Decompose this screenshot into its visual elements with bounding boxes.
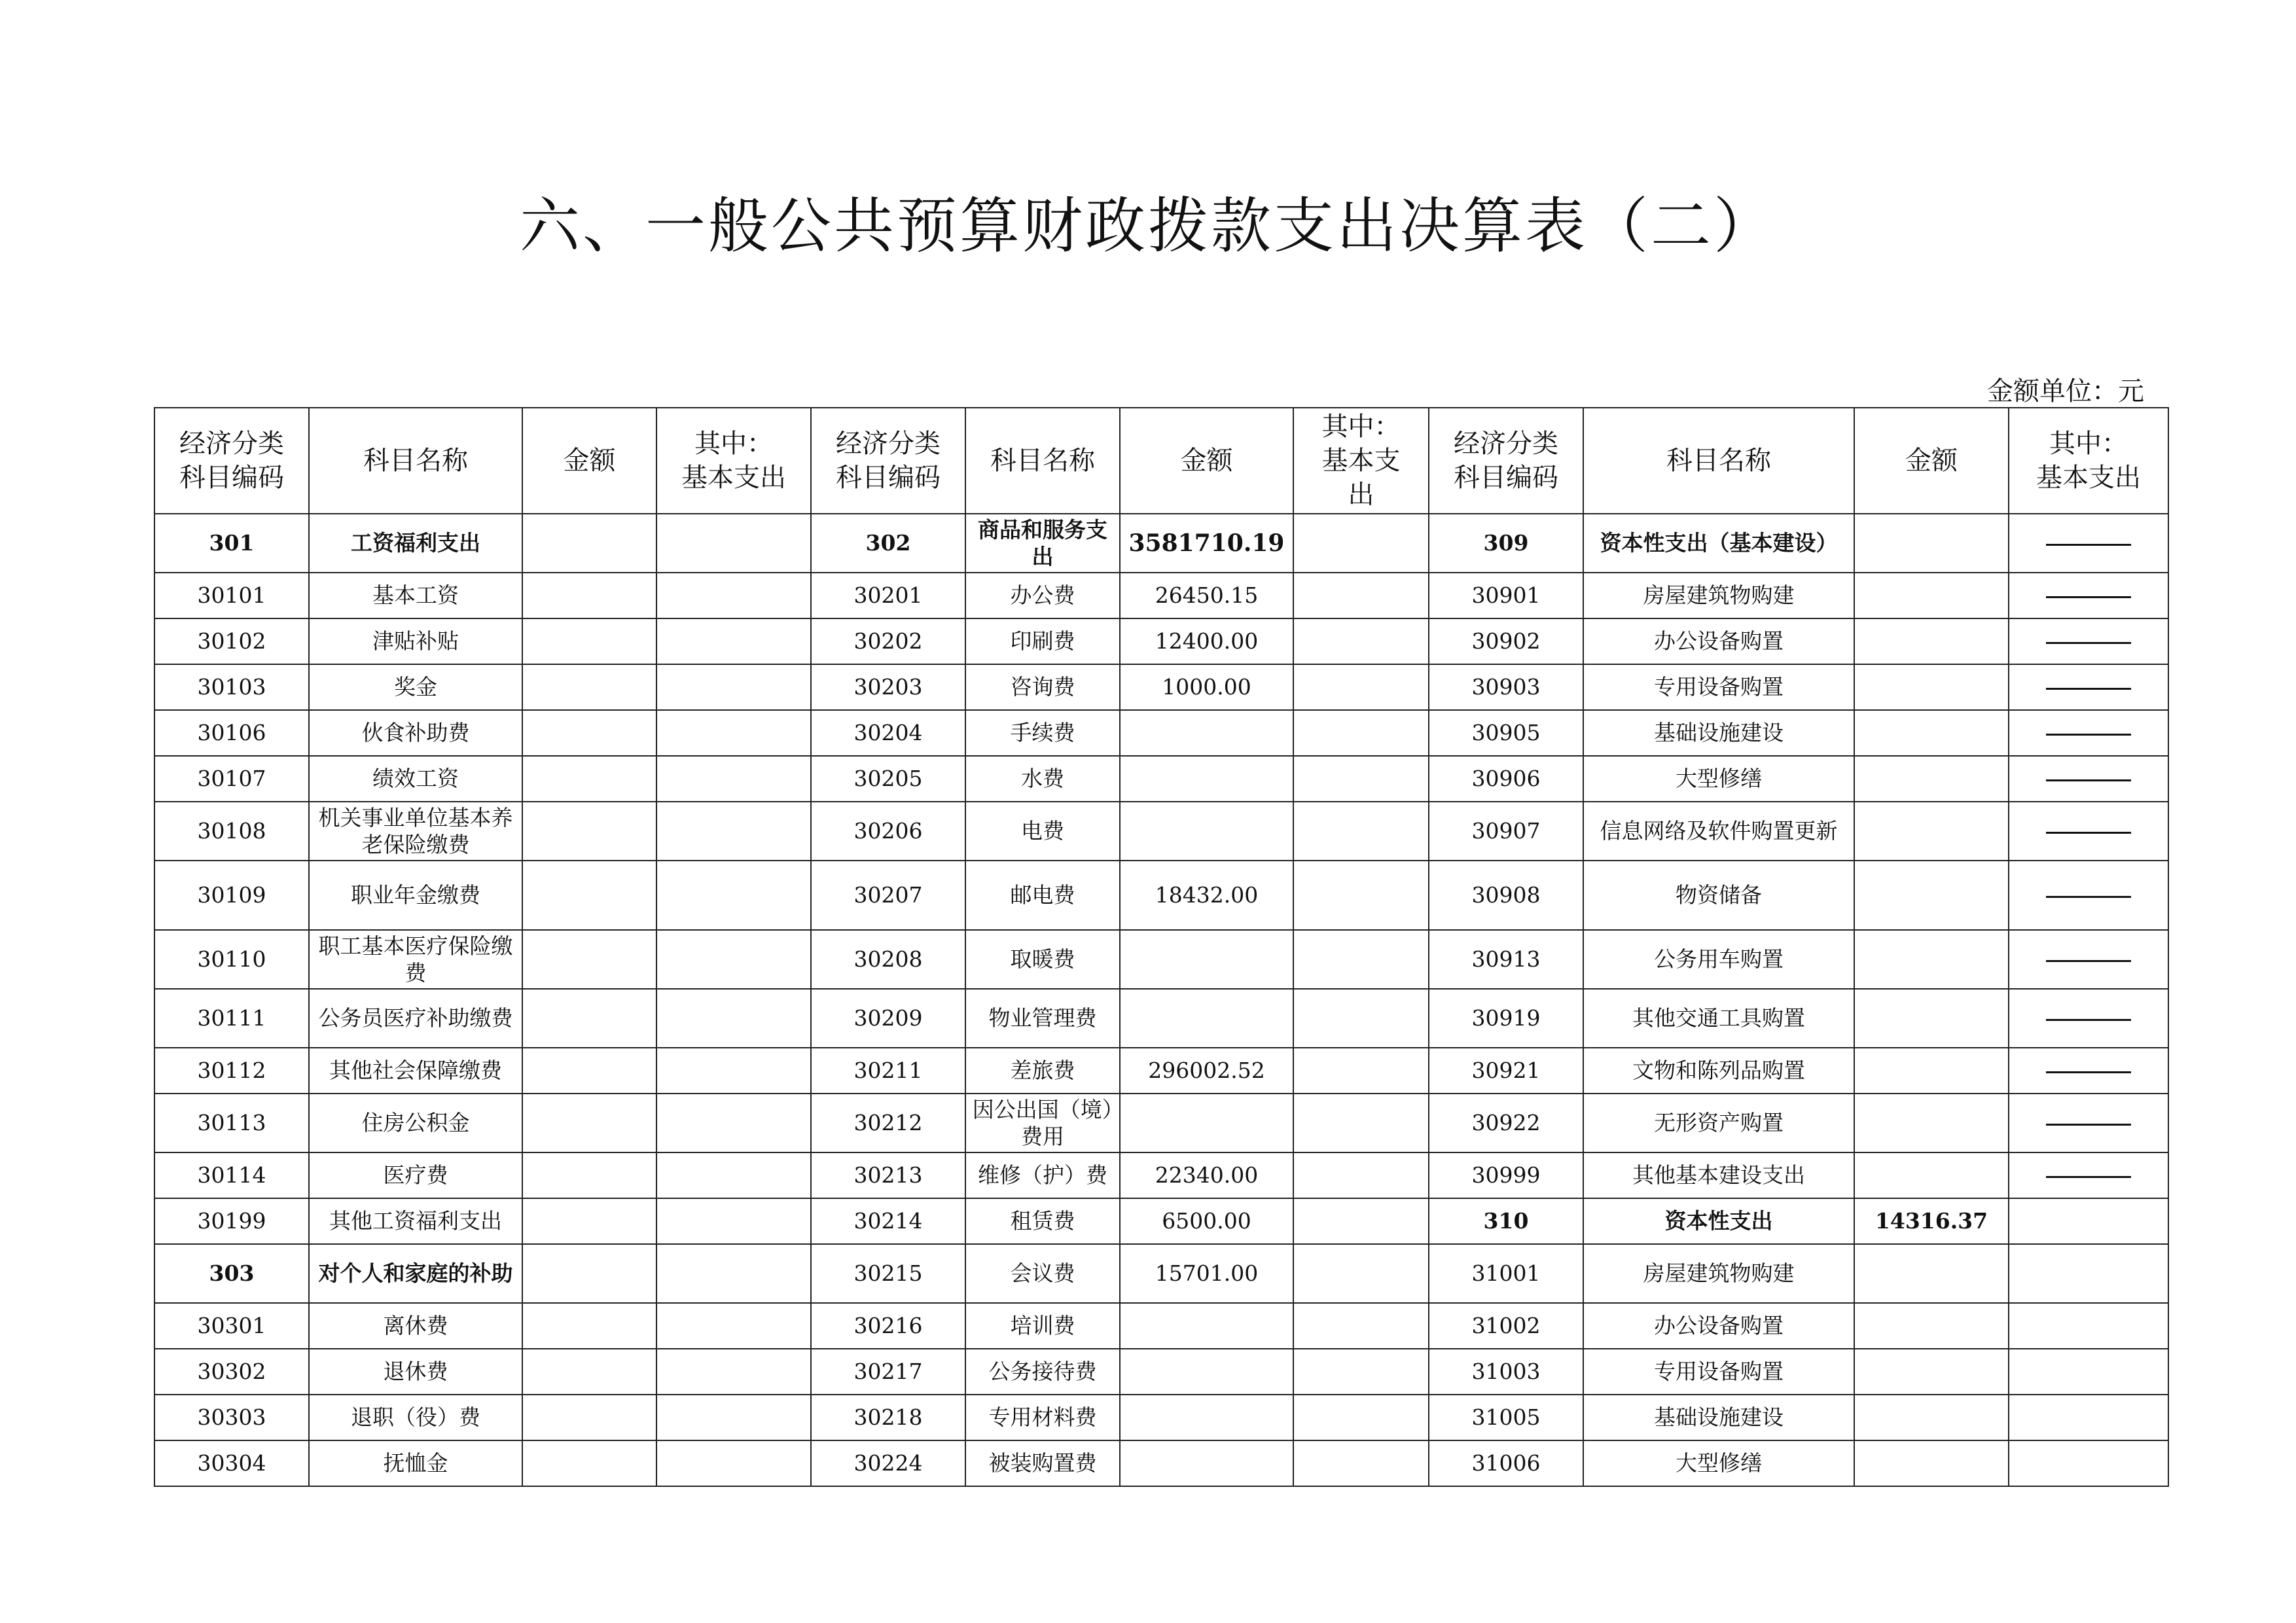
header-name: 科目名称: [1583, 408, 1854, 514]
cell-code: 30102: [154, 618, 309, 664]
cell-name: 奖金: [309, 664, 522, 710]
cell-amount: [522, 618, 656, 664]
header-basic: 其中： 基本支出: [2009, 408, 2168, 514]
cell-name: 印刷费: [965, 618, 1120, 664]
header-name: 科目名称: [309, 408, 522, 514]
header-code: 经济分类 科目编码: [1429, 408, 1583, 514]
table-row: [154, 514, 2168, 573]
cell-amount: [522, 756, 656, 802]
cell-amount: [1854, 861, 2009, 930]
cell-amount: [522, 861, 656, 930]
cell-name: 其他社会保障缴费: [309, 1048, 522, 1094]
cell-amount: [1120, 1094, 1293, 1152]
cell-name: 抚恤金: [309, 1440, 522, 1486]
table-row: [154, 710, 2168, 756]
cell-name: 无形资产购置: [1583, 1094, 1854, 1152]
cell-amount: 18432.00: [1120, 861, 1293, 930]
cell-code: 30908: [1429, 861, 1583, 930]
cell-name: 取暖费: [965, 930, 1120, 989]
cell-code: 30218: [811, 1395, 965, 1440]
table-row: [154, 1244, 2168, 1303]
cell-amount: 14316.37: [1854, 1198, 2009, 1244]
cell-basic: [1293, 710, 1429, 756]
cell-basic: [1293, 989, 1429, 1048]
cell-amount: [1120, 1349, 1293, 1395]
table-row: [154, 756, 2168, 802]
header-code: 经济分类 科目编码: [811, 408, 965, 514]
cell-code: 30109: [154, 861, 309, 930]
cell-code: 30202: [811, 618, 965, 664]
cell-name: 工资福利支出: [309, 514, 522, 573]
cell-basic: [656, 618, 811, 664]
cell-name: 信息网络及软件购置更新: [1583, 802, 1854, 861]
cell-amount: [1854, 1440, 2009, 1486]
dash-line-icon: [2046, 896, 2131, 898]
table-row: [154, 930, 2168, 989]
cell-basic: [1293, 1048, 1429, 1094]
cell-name: 其他基本建设支出: [1583, 1152, 1854, 1198]
cell-amount: [1854, 573, 2009, 618]
cell-name: 维修（护）费: [965, 1152, 1120, 1198]
cell-amount: 6500.00: [1120, 1198, 1293, 1244]
cell-basic: [2009, 573, 2168, 618]
cell-code: 30113: [154, 1094, 309, 1152]
cell-amount: [522, 1094, 656, 1152]
cell-amount: [1120, 710, 1293, 756]
cell-name: 资本性支出（基本建设）: [1583, 514, 1854, 573]
cell-amount: 3581710.19: [1120, 514, 1293, 573]
cell-amount: [1854, 618, 2009, 664]
cell-basic: [2009, 930, 2168, 989]
cell-name: 基础设施建设: [1583, 1395, 1854, 1440]
cell-name: 公务接待费: [965, 1349, 1120, 1395]
cell-basic: [2009, 1048, 2168, 1094]
cell-amount: [1854, 1244, 2009, 1303]
cell-basic: [656, 710, 811, 756]
table-row: [154, 1048, 2168, 1094]
cell-amount: [1854, 514, 2009, 573]
cell-basic: [2009, 618, 2168, 664]
cell-basic: [1293, 1198, 1429, 1244]
cell-basic: [2009, 1198, 2168, 1244]
cell-amount: [1120, 1395, 1293, 1440]
cell-amount: [1854, 756, 2009, 802]
cell-amount: [522, 514, 656, 573]
table-row: [154, 861, 2168, 930]
cell-code: 30901: [1429, 573, 1583, 618]
cell-name: 因公出国（境）费用: [965, 1094, 1120, 1152]
header-row: [154, 408, 2168, 514]
cell-basic: [656, 756, 811, 802]
page-title: 六、一般公共预算财政拨款支出决算表（二）: [519, 191, 1776, 261]
cell-basic: [656, 1244, 811, 1303]
dash-line-icon: [2046, 688, 2131, 690]
cell-name: 离休费: [309, 1303, 522, 1349]
table-row: [154, 664, 2168, 710]
cell-name: 基本工资: [309, 573, 522, 618]
cell-basic: [2009, 710, 2168, 756]
cell-name: 物业管理费: [965, 989, 1120, 1048]
cell-amount: [522, 573, 656, 618]
cell-code: 30110: [154, 930, 309, 989]
cell-basic: [1293, 1395, 1429, 1440]
cell-amount: 15701.00: [1120, 1244, 1293, 1303]
cell-amount: [1120, 989, 1293, 1048]
cell-code: 30206: [811, 802, 965, 861]
cell-name: 其他交通工具购置: [1583, 989, 1854, 1048]
cell-code: 310: [1429, 1198, 1583, 1244]
cell-name: 房屋建筑物购建: [1583, 573, 1854, 618]
cell-basic: [2009, 802, 2168, 861]
cell-basic: [2009, 1349, 2168, 1395]
cell-name: 电费: [965, 802, 1120, 861]
cell-code: 30906: [1429, 756, 1583, 802]
cell-amount: [522, 710, 656, 756]
cell-name: 物资储备: [1583, 861, 1854, 930]
cell-name: 职业年金缴费: [309, 861, 522, 930]
cell-code: 30106: [154, 710, 309, 756]
cell-code: 30224: [811, 1440, 965, 1486]
cell-code: 30108: [154, 802, 309, 861]
cell-basic: [1293, 756, 1429, 802]
cell-amount: [1854, 989, 2009, 1048]
cell-basic: [2009, 1244, 2168, 1303]
cell-name: 退职（役）费: [309, 1395, 522, 1440]
header-amount: 金额: [1854, 408, 2009, 514]
cell-name: 培训费: [965, 1303, 1120, 1349]
table-row: [154, 1094, 2168, 1152]
cell-amount: [522, 930, 656, 989]
cell-code: 309: [1429, 514, 1583, 573]
cell-code: 30201: [811, 573, 965, 618]
cell-amount: [522, 1303, 656, 1349]
cell-name: 文物和陈列品购置: [1583, 1048, 1854, 1094]
cell-name: 其他工资福利支出: [309, 1198, 522, 1244]
cell-basic: [656, 861, 811, 930]
cell-amount: [522, 1440, 656, 1486]
cell-code: 30216: [811, 1303, 965, 1349]
cell-code: 30902: [1429, 618, 1583, 664]
dash-line-icon: [2046, 544, 2131, 546]
cell-basic: [2009, 1440, 2168, 1486]
cell-amount: 296002.52: [1120, 1048, 1293, 1094]
cell-basic: [1293, 1440, 1429, 1486]
cell-basic: [2009, 1094, 2168, 1152]
cell-amount: [1854, 930, 2009, 989]
cell-amount: [522, 802, 656, 861]
cell-code: 30111: [154, 989, 309, 1048]
cell-code: 30214: [811, 1198, 965, 1244]
cell-name: 基础设施建设: [1583, 710, 1854, 756]
cell-basic: [1293, 1349, 1429, 1395]
cell-basic: [656, 1349, 811, 1395]
cell-name: 伙食补助费: [309, 710, 522, 756]
cell-name: 专用设备购置: [1583, 1349, 1854, 1395]
cell-basic: [1293, 1244, 1429, 1303]
cell-amount: [1854, 1048, 2009, 1094]
cell-amount: [522, 1198, 656, 1244]
dash-line-icon: [2046, 1124, 2131, 1126]
budget-table: [154, 407, 2169, 1487]
cell-amount: [1120, 1303, 1293, 1349]
cell-amount: [1854, 1349, 2009, 1395]
cell-code: 30211: [811, 1048, 965, 1094]
cell-basic: [656, 573, 811, 618]
cell-basic: [656, 1303, 811, 1349]
cell-basic: [1293, 861, 1429, 930]
cell-code: 30208: [811, 930, 965, 989]
table-row: [154, 618, 2168, 664]
cell-code: 30913: [1429, 930, 1583, 989]
dash-line-icon: [2046, 1071, 2131, 1073]
cell-basic: [2009, 514, 2168, 573]
cell-amount: [522, 664, 656, 710]
header-basic: 其中： 基本支出: [656, 408, 811, 514]
dash-line-icon: [2046, 734, 2131, 736]
cell-basic: [2009, 1303, 2168, 1349]
cell-amount: [1854, 1152, 2009, 1198]
cell-amount: 26450.15: [1120, 573, 1293, 618]
cell-code: 30212: [811, 1094, 965, 1152]
cell-name: 会议费: [965, 1244, 1120, 1303]
cell-basic: [2009, 756, 2168, 802]
cell-code: 30209: [811, 989, 965, 1048]
cell-name: 办公设备购置: [1583, 1303, 1854, 1349]
cell-basic: [656, 1048, 811, 1094]
cell-amount: [522, 1349, 656, 1395]
cell-basic: [1293, 1094, 1429, 1152]
cell-code: 31005: [1429, 1395, 1583, 1440]
table-row: [154, 1152, 2168, 1198]
cell-name: 邮电费: [965, 861, 1120, 930]
cell-amount: [522, 1152, 656, 1198]
cell-name: 被装购置费: [965, 1440, 1120, 1486]
cell-code: 30217: [811, 1349, 965, 1395]
cell-basic: [656, 930, 811, 989]
dash-line-icon: [2046, 1176, 2131, 1178]
cell-amount: [1120, 756, 1293, 802]
cell-code: 30215: [811, 1244, 965, 1303]
cell-code: 30101: [154, 573, 309, 618]
cell-code: 30199: [154, 1198, 309, 1244]
cell-amount: [1854, 1395, 2009, 1440]
table-row: [154, 1303, 2168, 1349]
cell-basic: [1293, 1152, 1429, 1198]
cell-name: 水费: [965, 756, 1120, 802]
cell-name: 住房公积金: [309, 1094, 522, 1152]
header-basic: 其中： 基本支 出: [1293, 408, 1429, 514]
cell-basic: [2009, 989, 2168, 1048]
cell-amount: [1120, 930, 1293, 989]
cell-name: 医疗费: [309, 1152, 522, 1198]
cell-code: 30302: [154, 1349, 309, 1395]
cell-amount: [522, 1048, 656, 1094]
cell-amount: [1854, 1094, 2009, 1152]
cell-basic: [1293, 514, 1429, 573]
cell-amount: [1854, 710, 2009, 756]
cell-basic: [1293, 618, 1429, 664]
cell-name: 差旅费: [965, 1048, 1120, 1094]
cell-amount: [1854, 664, 2009, 710]
cell-basic: [1293, 1303, 1429, 1349]
cell-code: 30301: [154, 1303, 309, 1349]
table-row: [154, 989, 2168, 1048]
dash-line-icon: [2046, 832, 2131, 834]
cell-code: 30103: [154, 664, 309, 710]
cell-name: 办公设备购置: [1583, 618, 1854, 664]
cell-name: 专用设备购置: [1583, 664, 1854, 710]
cell-basic: [2009, 1395, 2168, 1440]
cell-basic: [656, 1094, 811, 1152]
dash-line-icon: [2046, 960, 2131, 962]
cell-name: 退休费: [309, 1349, 522, 1395]
cell-amount: 1000.00: [1120, 664, 1293, 710]
cell-amount: [522, 989, 656, 1048]
cell-amount: [522, 1244, 656, 1303]
cell-amount: [1120, 1440, 1293, 1486]
cell-name: 大型修缮: [1583, 1440, 1854, 1486]
table-row: [154, 1395, 2168, 1440]
cell-code: 30107: [154, 756, 309, 802]
cell-amount: [1854, 802, 2009, 861]
cell-basic: [656, 1152, 811, 1198]
cell-name: 公务员医疗补助缴费: [309, 989, 522, 1048]
cell-name: 公务用车购置: [1583, 930, 1854, 989]
cell-code: 30114: [154, 1152, 309, 1198]
cell-name: 绩效工资: [309, 756, 522, 802]
cell-name: 大型修缮: [1583, 756, 1854, 802]
cell-code: 30922: [1429, 1094, 1583, 1152]
cell-code: 303: [154, 1244, 309, 1303]
cell-code: 30999: [1429, 1152, 1583, 1198]
cell-amount: [522, 1395, 656, 1440]
cell-name: 咨询费: [965, 664, 1120, 710]
cell-basic: [1293, 664, 1429, 710]
dash-line-icon: [2046, 779, 2131, 781]
cell-code: 30903: [1429, 664, 1583, 710]
table-row: [154, 802, 2168, 861]
cell-code: 31002: [1429, 1303, 1583, 1349]
cell-amount: [1120, 802, 1293, 861]
cell-basic: [2009, 861, 2168, 930]
table-row: [154, 1440, 2168, 1486]
cell-amount: [1854, 1303, 2009, 1349]
dash-line-icon: [2046, 642, 2131, 644]
cell-basic: [656, 1198, 811, 1244]
cell-basic: [656, 1440, 811, 1486]
cell-code: 30205: [811, 756, 965, 802]
cell-name: 津贴补贴: [309, 618, 522, 664]
dash-line-icon: [2046, 1019, 2131, 1021]
cell-name: 专用材料费: [965, 1395, 1120, 1440]
cell-code: 31006: [1429, 1440, 1583, 1486]
cell-amount: 12400.00: [1120, 618, 1293, 664]
cell-name: 商品和服务支出: [965, 514, 1120, 573]
table-row: [154, 573, 2168, 618]
cell-code: 302: [811, 514, 965, 573]
cell-name: 租赁费: [965, 1198, 1120, 1244]
cell-code: 31001: [1429, 1244, 1583, 1303]
cell-code: 301: [154, 514, 309, 573]
cell-code: 30203: [811, 664, 965, 710]
cell-basic: [656, 802, 811, 861]
cell-basic: [1293, 802, 1429, 861]
cell-name: 房屋建筑物购建: [1583, 1244, 1854, 1303]
unit-label: 金额单位：元: [1987, 376, 2144, 406]
header-code: 经济分类 科目编码: [154, 408, 309, 514]
cell-basic: [1293, 930, 1429, 989]
cell-basic: [2009, 664, 2168, 710]
cell-code: 30907: [1429, 802, 1583, 861]
cell-name: 手续费: [965, 710, 1120, 756]
cell-code: 30921: [1429, 1048, 1583, 1094]
cell-name: 机关事业单位基本养老保险缴费: [309, 802, 522, 861]
cell-code: 30905: [1429, 710, 1583, 756]
cell-basic: [656, 664, 811, 710]
cell-code: 31003: [1429, 1349, 1583, 1395]
cell-basic: [656, 989, 811, 1048]
cell-basic: [656, 1395, 811, 1440]
cell-amount: 22340.00: [1120, 1152, 1293, 1198]
cell-name: 资本性支出: [1583, 1198, 1854, 1244]
cell-name: 办公费: [965, 573, 1120, 618]
cell-code: 30304: [154, 1440, 309, 1486]
header-amount: 金额: [1120, 408, 1293, 514]
cell-name: 职工基本医疗保险缴费: [309, 930, 522, 989]
cell-code: 30204: [811, 710, 965, 756]
cell-code: 30213: [811, 1152, 965, 1198]
cell-basic: [2009, 1152, 2168, 1198]
table-row: [154, 1198, 2168, 1244]
cell-code: 30303: [154, 1395, 309, 1440]
cell-basic: [656, 514, 811, 573]
header-name: 科目名称: [965, 408, 1120, 514]
dash-line-icon: [2046, 596, 2131, 598]
cell-code: 30919: [1429, 989, 1583, 1048]
cell-code: 30207: [811, 861, 965, 930]
cell-basic: [1293, 573, 1429, 618]
header-amount: 金额: [522, 408, 656, 514]
table-row: [154, 1349, 2168, 1395]
cell-name: 对个人和家庭的补助: [309, 1244, 522, 1303]
cell-code: 30112: [154, 1048, 309, 1094]
